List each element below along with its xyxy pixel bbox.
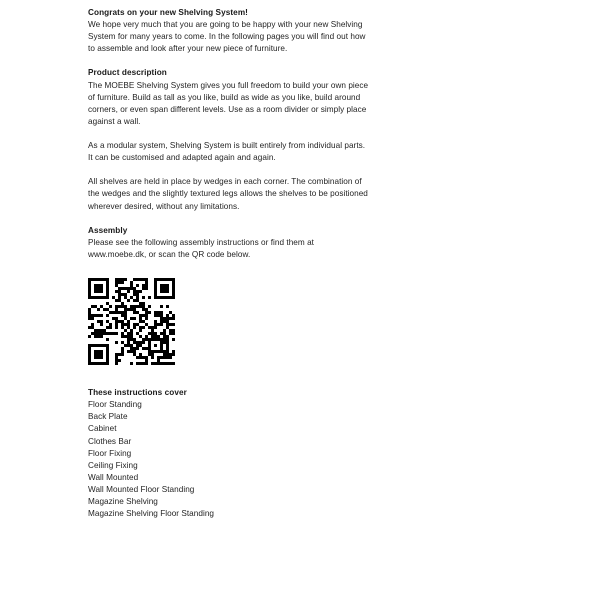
spacer [88, 128, 370, 140]
list-item: Wall Mounted Floor Standing [88, 485, 195, 495]
list-item: Magazine Shelving [88, 497, 158, 507]
intro-section [88, 7, 370, 55]
spacer [88, 365, 370, 387]
qr-code-container [88, 278, 370, 365]
list-item: Floor Standing [88, 400, 142, 410]
intro-heading: Congrats on your new Shelving System! [88, 8, 248, 17]
instructions-cover-section [88, 387, 370, 521]
list-item: Back Plate [88, 412, 128, 422]
intro-body: We hope very much that you are going to be happy with your new Shelving System for many years to come. In the following pages you will find out how to assemble and look after your new piece of furniture. [88, 20, 366, 54]
assembly-body: Please see the following assembly instructions or find them at www.moebe.dk, or scan the QR code below. [88, 237, 314, 259]
list-item: Wall Mounted [88, 473, 139, 482]
product-description-paragraph-2: As a modular system, Shelving System is built entirely from individual parts. It can be customised and adapted again and again. [88, 141, 366, 163]
list-item: Floor Fixing [88, 448, 132, 458]
product-description-section [88, 67, 370, 212]
assembly-section [88, 225, 370, 261]
assembly-heading: Assembly [88, 225, 128, 235]
product-description-paragraph-1: The MOEBE Shelving System gives you full freedom to build your own piece of furniture. Build as tall as you like, build as wide as you like, build around corners, or even span different levels. Use as a room divider or simply place against a wall. [88, 80, 369, 126]
list-item: Ceiling Fixing [88, 460, 138, 470]
list-item: Magazine Shelving Floor Standing [88, 509, 215, 519]
qr-code [88, 278, 175, 365]
list-item: Clothes Bar [88, 436, 132, 446]
spacer [88, 213, 370, 225]
list-item: Cabinet [88, 424, 117, 434]
spacer [88, 55, 370, 67]
product-description-heading: Product description [88, 68, 167, 78]
spacer [88, 164, 370, 176]
product-description-paragraph-3: All shelves are held in place by wedges in each corner. The combination of the wedges and the slightly textured legs allows the shelves to be positioned wherever desired, without any limitations. [88, 177, 368, 211]
instructions-cover-heading: These instructions cover [88, 387, 187, 397]
document-content [88, 7, 370, 521]
